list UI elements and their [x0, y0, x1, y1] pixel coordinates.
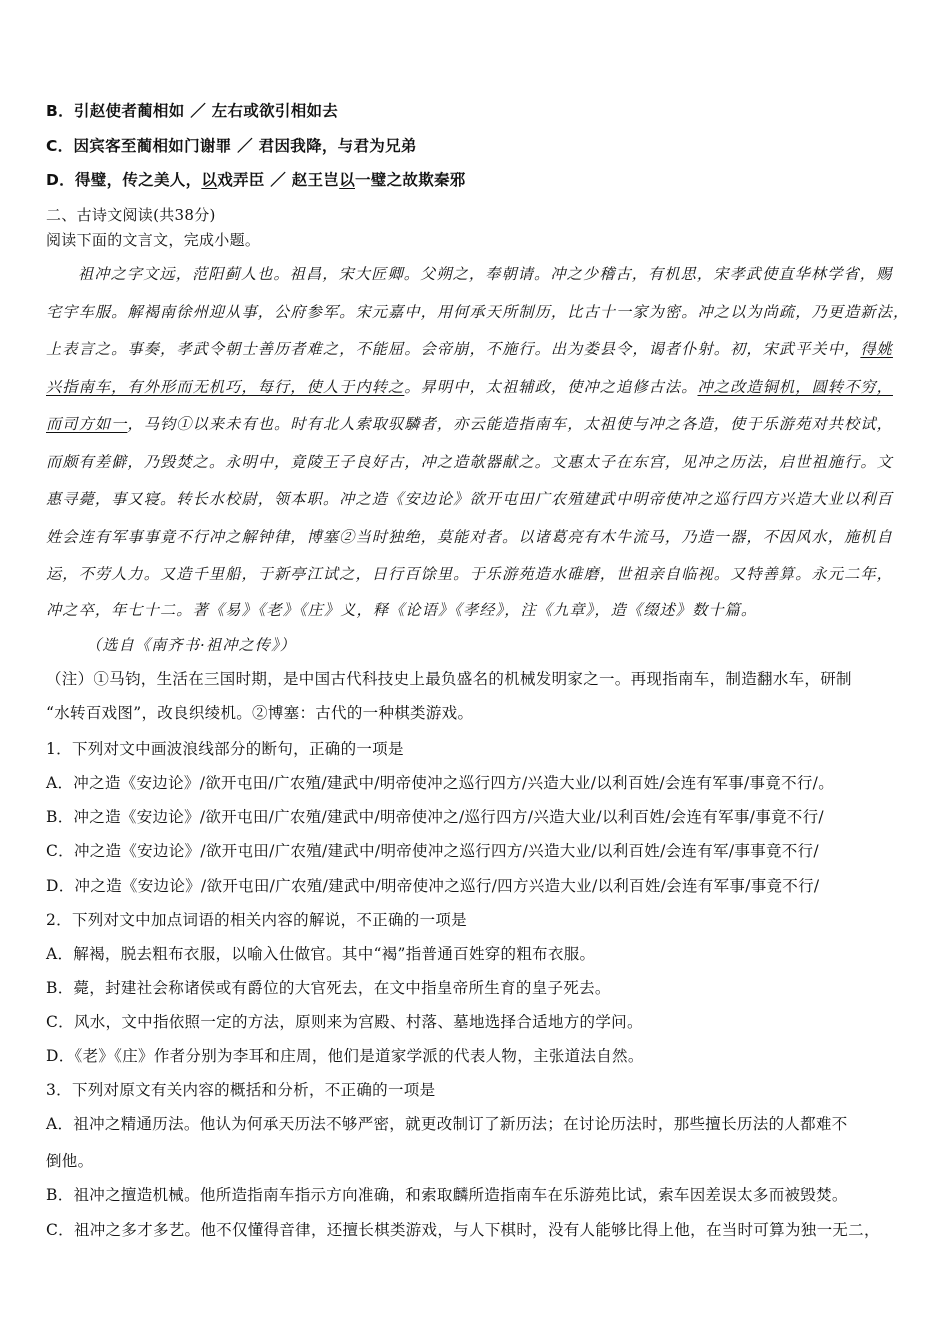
- question-2-option-d: D．《老》《庄》作者分别为李耳和庄周，他们是道家学派的代表人物，主张道法自然。: [46, 1047, 644, 1065]
- question-2-option-b: B．薨，封建社会称诸侯或有爵位的大官死去，在文中指皇帝所生育的皇子死去。: [46, 979, 611, 997]
- passage-line-3-text: 上表言之。事奏，孝武令朝士善历者难之，不能屈。会帝崩，不施行。出为娄县令，谒者仆射。初，宋武平关中，: [46, 340, 861, 358]
- option-d-underlined: 以: [201, 171, 218, 189]
- passage-line-4: [46, 377, 893, 397]
- option-b: B．引赵使者蔺相如 ／ 左右或欲引相如去: [46, 102, 339, 120]
- option-d-prefix: D．得璧，传之美人，: [46, 171, 202, 189]
- option-d: [46, 170, 466, 190]
- option-d-middle: 戏弄臣 ／ 赵王岂: [217, 171, 340, 189]
- question-1: 1．下列对文中画波浪线部分的断句，正确的一项是: [46, 740, 404, 758]
- passage-source: （选自《南齐书·祖冲之传》）: [86, 636, 297, 654]
- passage-line-4-underlined-2: 冲之改造铜机，圆转不穷，: [697, 378, 893, 396]
- passage-line-3: [46, 339, 893, 359]
- question-1-option-c: C．冲之造《安边论》/欲开屯田/广农殖/建武中/明帝使冲之巡行四方/兴造大业/以利百姓/会连有军/事事竟不行/: [46, 842, 819, 860]
- question-3: 3．下列对原文有关内容的概括和分析，不正确的一项是: [46, 1081, 436, 1099]
- question-1-option-d: D．冲之造《安边论》/欲开屯田/广农殖/建武中/明帝使冲之巡行/四方兴造大业/以利百姓/会连有军事/事竟不行/: [46, 877, 820, 895]
- question-2: 2．下列对文中加点词语的相关内容的解说，不正确的一项是: [46, 911, 467, 929]
- passage-line-5-text: ，马钧①以来未有也。时有北人索取驭驎者，亦云能造指南车，太祖使与冲之各造，使于乐游苑对共校试，: [127, 415, 893, 433]
- passage-line-10: 冲之卒，年七十二。著《易》《老》《庄》义，释《论语》《孝经》，注《九章》，造《缀述》数十篇。: [46, 601, 758, 619]
- question-2-option-a: A．解褐，脱去粗布衣服，以喻入仕做官。其中“褐”指普通百姓穿的粗布衣服。: [46, 945, 596, 963]
- option-d-suffix: 一璧之故欺秦邪: [355, 171, 466, 189]
- passage-line-5-underlined: 而司方如一: [46, 415, 128, 433]
- option-c: C．因宾客至蔺相如门谢罪 ／ 君因我降，与君为兄弟: [46, 137, 417, 155]
- question-3-option-b: B．祖冲之擅造机械。他所造指南车指示方向准确，和索取麟所造指南车在乐游苑比试，索车因差误太多而被毁焚。: [46, 1186, 848, 1204]
- question-1-option-a: A．冲之造《安边论》/欲开屯田/广农殖/建武中/明帝使冲之巡行四方/兴造大业/以利百姓/会连有军事/事竟不行/。: [46, 774, 834, 792]
- passage-line-4-underlined: 兴指南车，有外形而无机巧，每行，使人于内转之: [46, 378, 405, 396]
- passage-line-1: 祖冲之字文远，范阳蓟人也。祖昌，宋大匠卿。父朔之，奉朝请。冲之少稽古，有机思，宋孝武使直华林学省，赐: [78, 265, 893, 283]
- section-instruction: 阅读下面的文言文，完成小题。: [46, 231, 261, 249]
- notes-line-1: （注）①马钧，生活在三国时期，是中国古代科技史上最负盛名的机械发明家之一。再现指南车，制造翻水车，研制: [46, 670, 852, 688]
- question-1-option-b: B．冲之造《安边论》/欲开屯田/广农殖/建武中/明帝使冲之/巡行四方/兴造大业/以利百姓/会连有军事/事竟不行/: [46, 808, 824, 826]
- option-d-underlined2: 以: [339, 171, 355, 189]
- question-3-option-a-line-1: A．祖冲之精通历法。他认为何承天历法不够严密，就更改制订了新历法；在讨论历法时，那些擅长历法的人都难不: [46, 1115, 848, 1133]
- passage-line-7: 惠寻薨，事又寝。转长水校尉，领本职。冲之造《安边论》欲开屯田广农殖建武中明帝使冲之巡行四方兴造大业以利百: [46, 490, 893, 508]
- question-2-option-c: C．风水，文中指依照一定的方法，原则来为宫殿、村落、墓地选择合适地方的学问。: [46, 1013, 643, 1031]
- passage-line-3-underlined: 得姚: [860, 340, 893, 358]
- question-3-option-a-line-2: 倒他。: [46, 1152, 94, 1170]
- notes-line-2: “水转百戏图”，改良织绫机。②博塞：古代的一种棋类游戏。: [46, 704, 474, 722]
- passage-line-6: 而颇有差僻，乃毁焚之。永明中，竟陵王子良好古，冲之造欹器献之。文惠太子在东宫，见冲之历法，启世祖施行。文: [46, 453, 893, 471]
- section-heading: 二、古诗文阅读(共38分): [46, 206, 216, 224]
- passage-line-9: 运，不劳人力。又造千里船，于新亭江试之，日行百馀里。于乐游苑造水碓磨，世祖亲自临视。又特善算。永元二年，: [46, 565, 893, 583]
- passage-line-5: [46, 414, 893, 434]
- passage-line-2: 宅宇车服。解褐南徐州迎从事，公府参军。宋元嘉中，用何承天所制历，比古十一家为密。冲之以为尚疏，乃更造新法，: [46, 303, 910, 321]
- passage-line-4-text: 。昇明中，太祖辅政，使冲之追修古法。: [404, 378, 698, 396]
- question-3-option-c: C．祖冲之多才多艺。他不仅懂得音律，还擅长棋类游戏，与人下棋时，没有人能够比得上他，在当时可算为独一无二，: [46, 1221, 880, 1239]
- passage-line-8: 姓会连有军事事竟不行冲之解钟律，博塞②当时独绝，莫能对者。以诸葛亮有木牛流马，乃造一器，不因风水，施机自: [46, 528, 893, 546]
